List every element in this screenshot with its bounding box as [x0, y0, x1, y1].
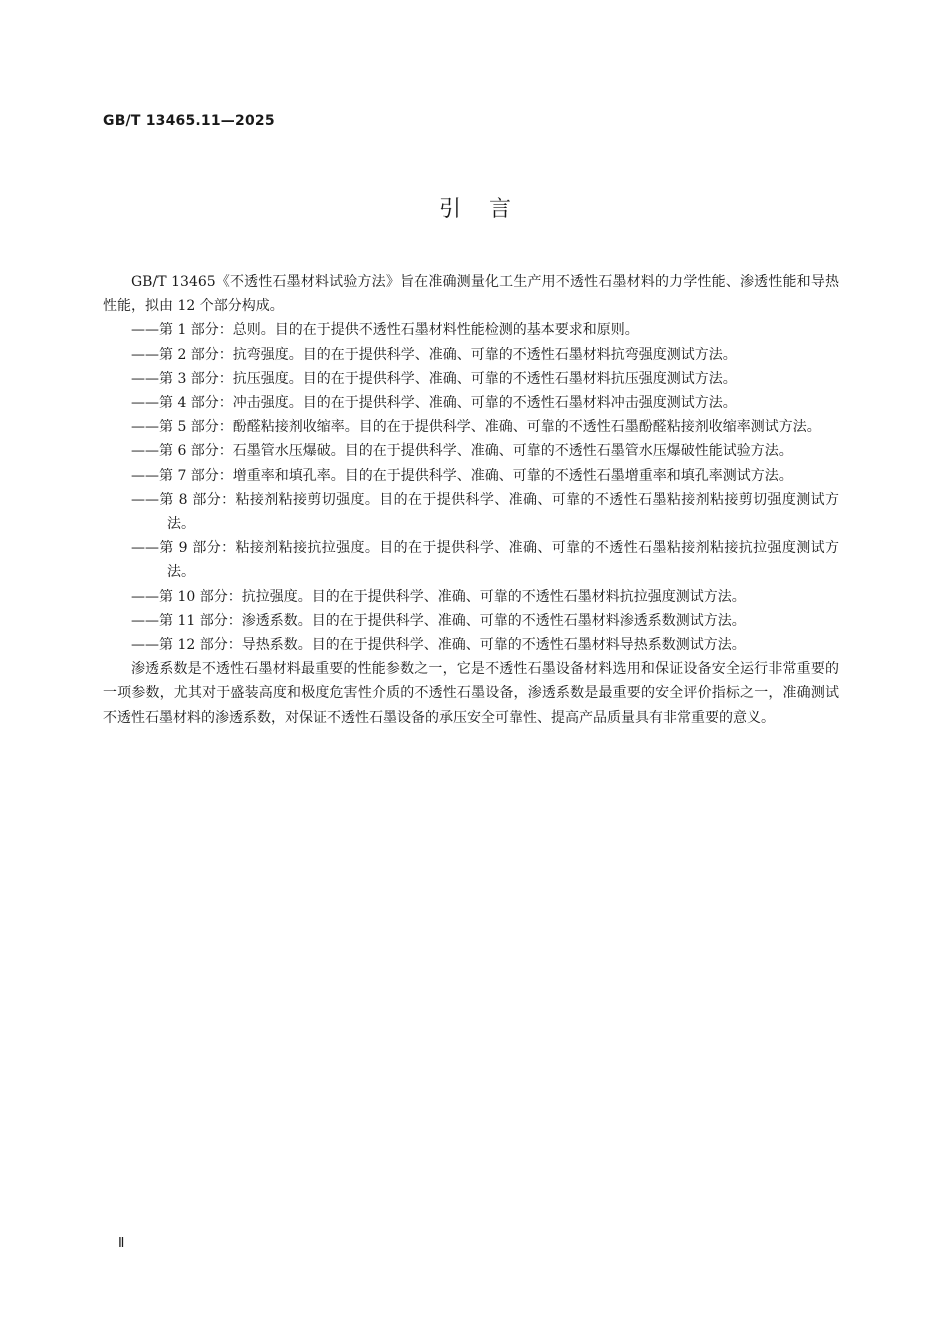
part-item-7: ——第 7 部分：增重率和填孔率。目的在于提供科学、准确、可靠的不透性石墨增重率和填孔率测试方法。 — [131, 467, 793, 484]
part-item-11: ——第 11 部分：渗透系数。目的在于提供科学、准确、可靠的不透性石墨材料渗透系数测试方法。 — [131, 612, 746, 629]
part-item-10: ——第 10 部分：抗拉强度。目的在于提供科学、准确、可靠的不透性石墨材料抗拉强度测试方法。 — [131, 588, 746, 605]
part-item-3: ——第 3 部分：抗压强度。目的在于提供科学、准确、可靠的不透性石墨材料抗压强度测试方法。 — [131, 370, 737, 387]
document-body — [103, 270, 839, 730]
part-item-4: ——第 4 部分：冲击强度。目的在于提供科学、准确、可靠的不透性石墨材料冲击强度测试方法。 — [131, 395, 737, 412]
part-item-1: ——第 1 部分：总则。目的在于提供不透性石墨材料性能检测的基本要求和原则。 — [131, 322, 639, 339]
part-item-9: ——第 9 部分：粘接剂粘接抗拉强度。目的在于提供科学、准确、可靠的不透性石墨粘接剂粘接抗拉强度测试方法。 — [131, 540, 839, 581]
part-item-2: ——第 2 部分：抗弯强度。目的在于提供科学、准确、可靠的不透性石墨材料抗弯强度测试方法。 — [131, 346, 737, 363]
standard-number: GB/T 13465.11—2025 — [103, 113, 275, 129]
part-item-12: ——第 12 部分：导热系数。目的在于提供科学、准确、可靠的不透性石墨材料导热系数测试方法。 — [131, 637, 746, 654]
part-item-6: ——第 6 部分：石墨管水压爆破。目的在于提供科学、准确、可靠的不透性石墨管水压爆破性能试验方法。 — [131, 443, 793, 460]
page-title: 引言 — [438, 197, 539, 222]
part-item-8: ——第 8 部分：粘接剂粘接剪切强度。目的在于提供科学、准确、可靠的不透性石墨粘接剂粘接剪切强度测试方法。 — [131, 491, 839, 533]
page-number: Ⅱ — [118, 1236, 125, 1251]
intro-paragraph: GB/T 13465《不透性石墨材料试验方法》旨在准确测量化工生产用不透性石墨材料的力学性能、渗透性能和导热性能，拟由 12 个部分构成。 — [103, 274, 839, 315]
part-item-5: ——第 5 部分：酚醛粘接剂收缩率。目的在于提供科学、准确、可靠的不透性石墨酚醛粘接剂收缩率测试方法。 — [131, 419, 821, 436]
closing-paragraph: 渗透系数是不透性石墨材料最重要的性能参数之一，它是不透性石墨设备材料选用和保证设备安全运行非常重要的一项参数，尤其对于盛装高度和极度危害性介质的不透性石墨设备，渗透系数是最重要的安全评价指标之一，准确测试不透性石墨材料的渗透系数，对保证不透性石墨设备的承压安全可靠性、提高产品质量具有非常重要的意义。 — [103, 661, 839, 726]
